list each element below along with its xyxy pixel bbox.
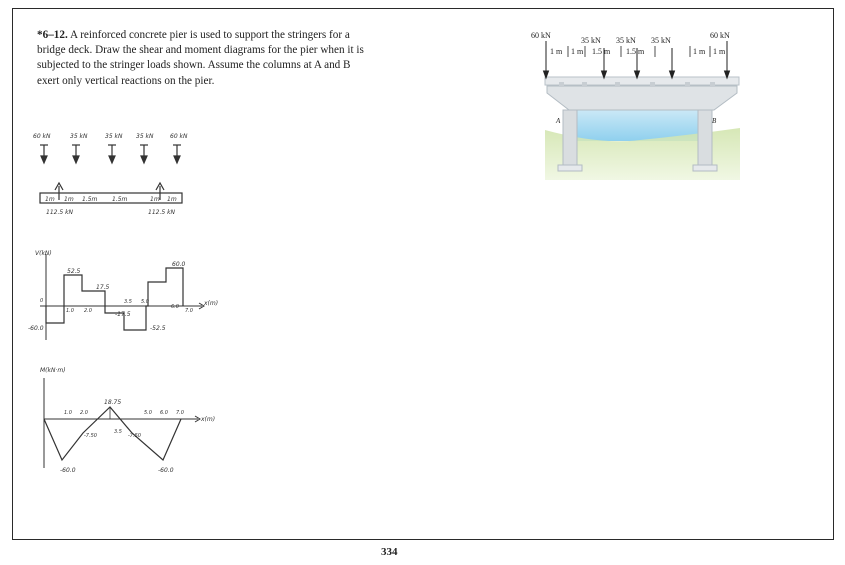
hw-span: 1m [64, 196, 74, 203]
hw-shear-title: V(kN) [35, 250, 52, 257]
problem-number: *6–12. [37, 29, 68, 41]
hw-shear-x: 6.0 [171, 304, 179, 310]
hw-span: 1.5m [112, 196, 128, 203]
hw-moment-x: 6.0 [160, 410, 168, 416]
figure-load-label: 60 kN [710, 31, 730, 40]
problem-text: A reinforced concrete pier is used to support the stringers for a bridge deck. Draw the shear and moment diagrams for the pier when it is subjected to the stringer loads shown. Assume the columns at A and B exert only vertical reactions on the pier. [37, 29, 364, 87]
hw-moment-x: 3.5 [114, 429, 122, 435]
hw-moment-value: -60.0 [60, 467, 76, 474]
figure-spacing-label: 1.5 m [626, 47, 645, 56]
hw-shear-x: 5.0 [141, 299, 149, 305]
column-a [563, 110, 577, 168]
hw-moment-x: 2.0 [80, 410, 88, 416]
hw-reaction-left: 112.5 kN [46, 209, 74, 216]
footing-a [558, 165, 582, 171]
hw-shear-x: 2.0 [84, 308, 92, 314]
pier-cap [547, 86, 737, 110]
hw-shear-x: 1.0 [66, 308, 74, 314]
hw-moment-value: -7.50 [128, 433, 141, 439]
hw-span: 1m [150, 196, 160, 203]
hw-moment-axis: x(m) [201, 416, 216, 423]
hw-shear-value: 52.5 [67, 268, 81, 275]
figure-spacing-label: 1.5 m [592, 47, 611, 56]
figure-load-label: 35 kN [616, 36, 636, 45]
hw-load-label: 60 kN [170, 133, 188, 140]
hw-moment-value: -7.50 [84, 433, 97, 439]
hw-shear-value: -17.5 [115, 311, 131, 318]
hw-reaction-right: 112.5 kN [148, 209, 176, 216]
hw-load-label: 35 kN [136, 133, 154, 140]
hw-shear-value: 17.5 [96, 284, 110, 291]
footing-b [693, 165, 717, 171]
support-a-label: A [556, 117, 561, 125]
figure-spacing-label: 1 m [693, 47, 706, 56]
hw-shear-x: 3.5 [124, 299, 132, 305]
hw-shear-x: 7.0 [185, 308, 193, 314]
hw-moment-title: M(kN·m) [40, 367, 66, 374]
figure-spacing-label: 1 m [571, 47, 584, 56]
hw-moment-x: 1.0 [64, 410, 72, 416]
hw-moment-value: 18.75 [104, 399, 122, 406]
hw-span: 1.5m [82, 196, 98, 203]
hw-shear-value: -52.5 [150, 325, 166, 332]
support-b-label: B [712, 117, 717, 125]
hw-shear-axis: x(m) [204, 300, 219, 307]
figure-spacing-label: 1 m [550, 47, 563, 56]
figure-load-label: 60 kN [531, 31, 551, 40]
hw-load-label: 35 kN [70, 133, 88, 140]
hw-load-label: 60 kN [33, 133, 51, 140]
figure-spacing-label: 1 m [713, 47, 726, 56]
figure-load-label: 35 kN [651, 36, 671, 45]
hw-shear-x: 0 [40, 298, 44, 304]
hw-shear-value: -60.0 [28, 325, 44, 332]
figure-load-label: 35 kN [581, 36, 601, 45]
hw-moment-x: 7.0 [176, 410, 184, 416]
hw-span: 1m [45, 196, 55, 203]
hw-load-label: 35 kN [105, 133, 123, 140]
hw-shear-value: 60.0 [172, 261, 186, 268]
page-number: 334 [381, 546, 398, 558]
column-b [698, 110, 712, 168]
hw-moment-x: 5.0 [144, 410, 152, 416]
hw-moment-value: -60.0 [158, 467, 174, 474]
bridge-deck [545, 77, 739, 85]
hw-span: 1m [167, 196, 177, 203]
